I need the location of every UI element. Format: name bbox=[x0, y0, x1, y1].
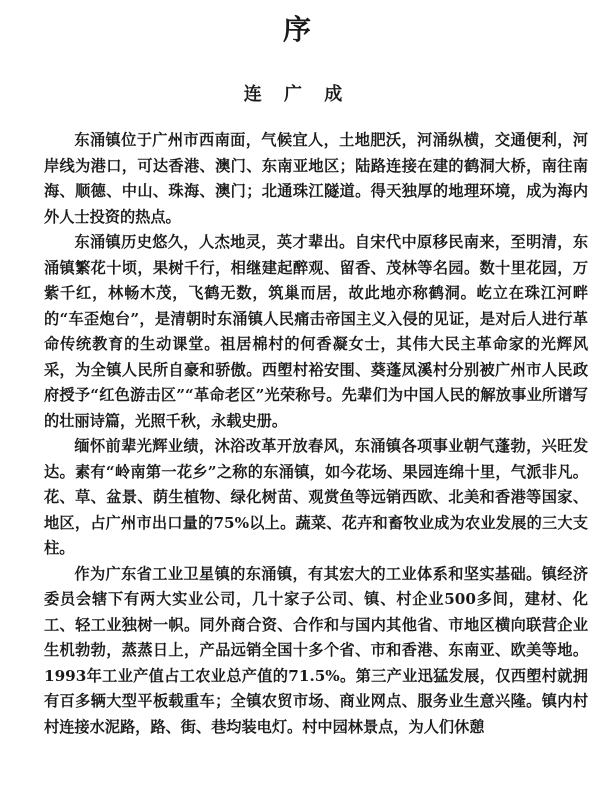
author-name: 连 广 成 bbox=[243, 84, 351, 105]
paragraph: 作为广东省工业卫星镇的东涌镇，有其宏大的工业体系和坚实基础。镇经济委员会辖下有两大实业公司，几十家子公司、镇、村企业500多间，建材、化工、轻工业独树一帜。同外商合资、合作和与国内其他省、市地区横向联营企业生机勃勃，蒸蒸日上，产品远销全国十多个省、市和香港、东南亚、欧美等地。1993年工业产值占工农业总产值的71.5%。第三产业迅猛发展，仅西塱村就拥有百多辆大型平板载重车；全镇农贸市场、商业网点、服务业生意兴隆。镇内村村连接水泥路，路、街、巷均装电灯。村中园林景点，为人们休憩 bbox=[44, 564, 588, 736]
paragraph: 缅怀前辈光辉业绩，沐浴改革开放春风，东涌镇各项事业朝气蓬勃，兴旺发达。素有“岭南第一花乡”之称的东涌镇，如今花场、果园连绵十里，气派非凡。花、草、盆景、荫生植物、绿化树苗、观赏鱼等远销西欧、北美和香港等国家、地区，占广州市出口量的75%以上。蔬菜、花卉和畜牧业成为农业发展的三大支柱。 bbox=[44, 437, 588, 557]
paragraph: 东涌镇位于广州市西南面，气候宜人，土地肥沃，河涌纵横，交通便利，河岸线为港口，可达香港、澳门、东南亚地区；陆路连接在建的鹤洞大桥，南往南海、顺德、中山、珠海、澳门；北通珠江隧道。得天独厚的地理环境，成为海内外人士投资的热点。 bbox=[44, 131, 588, 226]
page-title: 序 bbox=[282, 13, 311, 46]
paragraph: 东涌镇历史悠久，人杰地灵，英才辈出。自宋代中原移民南来，至明清，东涌镇繁花十顷，果树千行，相继建起醉观、留香、茂林等名园。数十里花园，万紫千红，林畅木茂，飞鹤无数，筑巢而居，故此地亦称鹤洞。屹立在珠江河畔的“车歪炮台”，是清朝时东涌镇人民痛击帝国主义入侵的见证，是对后人进行革命传统教育的生动课堂。祖居棉村的何香凝女士，其伟大民主革命家的光辉风采，为全镇人民所自豪和骄傲。西塱村裕安围、葵蓬凤溪村分别被广州市人民政府授予“红色游击区”“革命老区”光荣称号。先辈们为中国人民的解放事业所谱写的壮丽诗篇，光照千秋，永载史册。 bbox=[44, 233, 588, 430]
body-text bbox=[44, 128, 588, 740]
